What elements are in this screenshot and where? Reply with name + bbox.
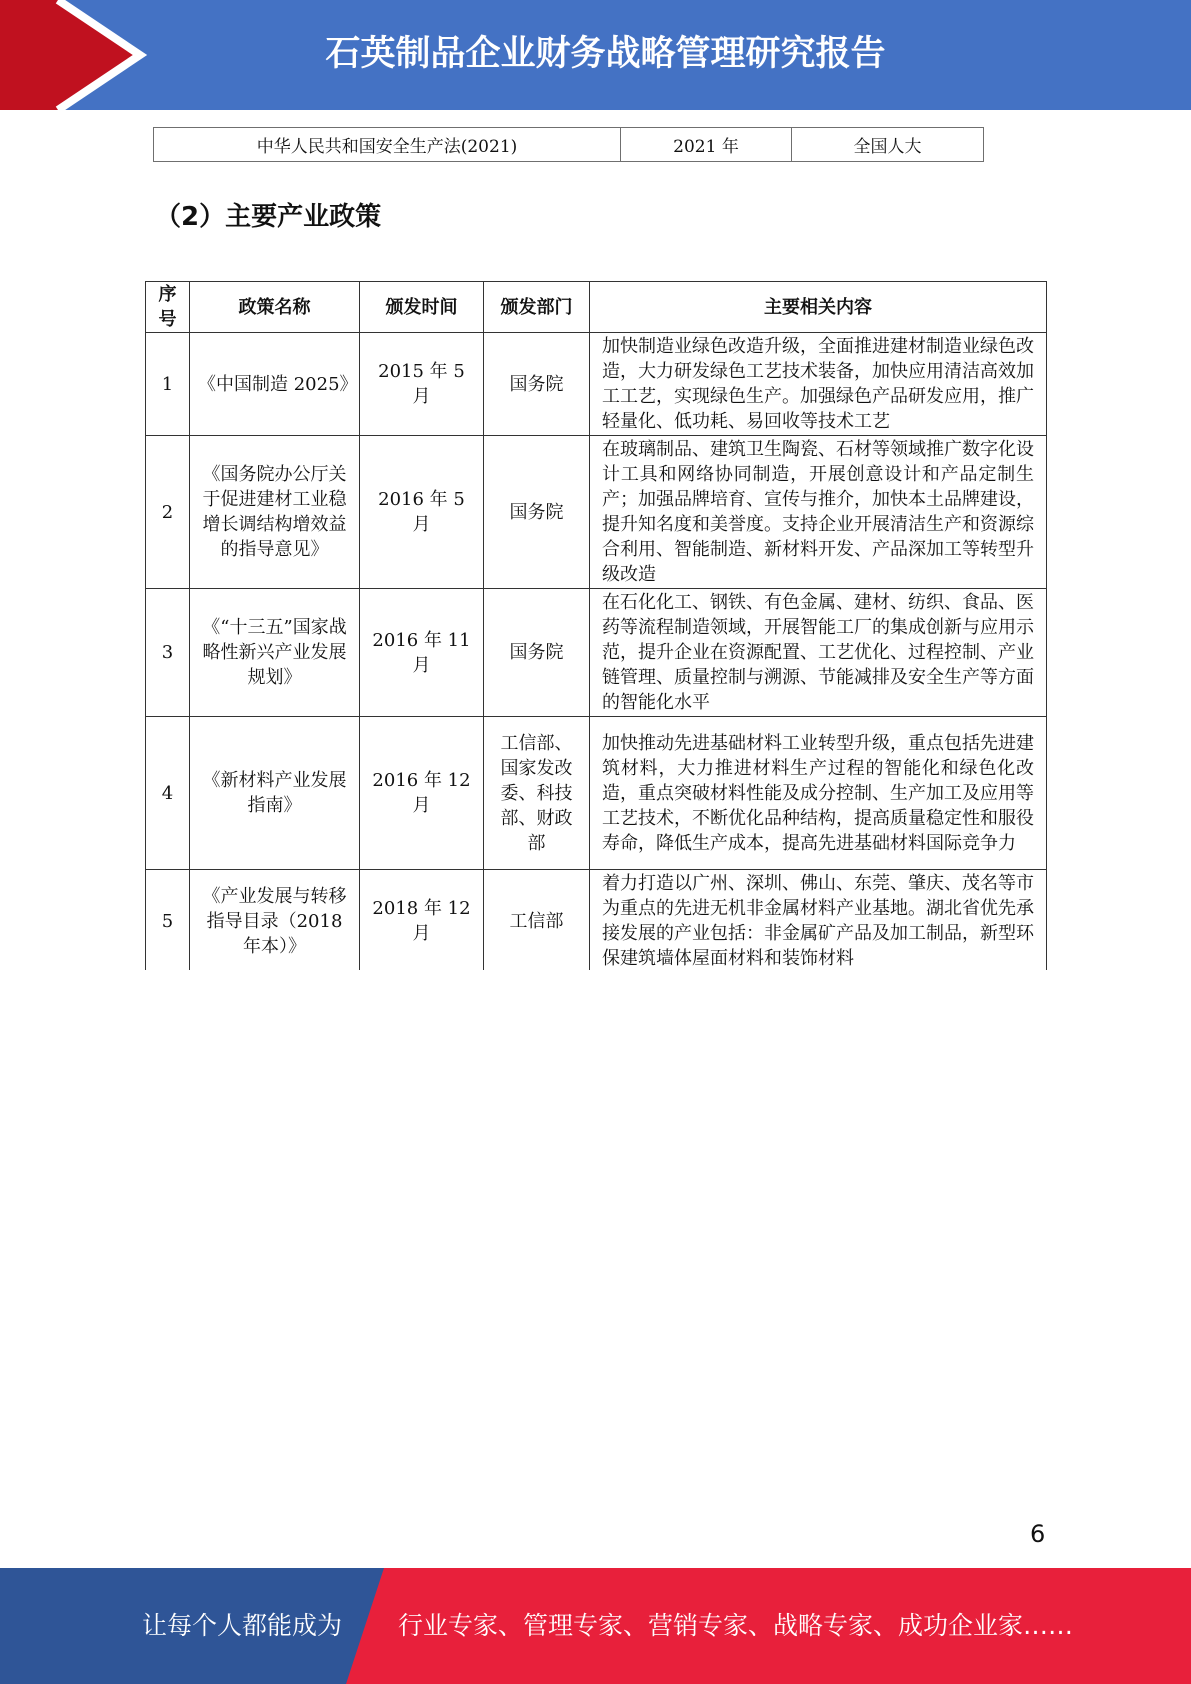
row-content: 着力打造以广州、深圳、佛山、东莞、肇庆、茂名等市为重点的先进无机非金属材料产业基地。湖北省优先承接发展的产业包括：非金属矿产品及加工制品，新型环保建筑墙体屋面材料和装饰材料 [590,870,1047,971]
law-year-cell: 2021 年 [621,128,792,162]
header-name: 政策名称 [190,282,360,333]
table-row [146,333,1047,436]
row-policy-name: 《“十三五”国家战略性新兴产业发展规划》 [190,589,360,717]
table-row [146,589,1047,717]
policy-table [145,281,1047,970]
header-content: 主要相关内容 [590,282,1047,333]
row-content: 加快推动先进基础材料工业转型升级，重点包括先进建筑材料，大力推进材料生产过程的智能化和绿色化改造，重点突破材料性能及成分控制、生产加工及应用等工艺技术，不断优化品种结构，提高质量稳定性和服役寿命，降低生产成本，提高先进基础材料国际竞争力 [590,717,1047,870]
row-index: 4 [146,717,190,870]
policy-table-container [140,280,1052,970]
header-dept: 颁发部门 [484,282,590,333]
row-content: 在玻璃制品、建筑卫生陶瓷、石材等领域推广数字化设计工具和网络协同制造，开展创意设计和产品定制生产；加强品牌培育、宣传与推介，加快本土品牌建设，提升知名度和美誉度。支持企业开展清洁生产和资源综合利用、智能制造、新材料开发、产品深加工等转型升级改造 [590,436,1047,589]
row-policy-name: 《中国制造 2025》 [190,333,360,436]
report-title: 石英制品企业财务战略管理研究报告 [325,34,886,74]
table-row [154,128,984,162]
row-date: 2016 年 11 月 [360,589,484,717]
row-dept: 国务院 [484,436,590,589]
row-index: 2 [146,436,190,589]
row-index: 3 [146,589,190,717]
law-issuer-cell: 全国人大 [792,128,984,162]
row-index: 1 [146,333,190,436]
row-date: 2016 年 12 月 [360,717,484,870]
page-number: 6 [1030,1520,1046,1548]
row-content: 在石化化工、钢铁、有色金属、建材、纺织、食品、医药等流程制造领域，开展智能工厂的集成创新与应用示范，提升企业在资源配置、工艺优化、过程控制、产业链管理、质量控制与溯源、节能减排及安全生产等方面的智能化水平 [590,589,1047,717]
row-content: 加快制造业绿色改造升级，全面推进建材制造业绿色改造，大力研发绿色工艺技术装备，加快应用清洁高效加工工艺，实现绿色生产。加强绿色产品研发应用，推广轻量化、低功耗、易回收等技术工艺 [590,333,1047,436]
row-dept: 工信部 [484,870,590,971]
table-row [146,717,1047,870]
header-index: 序号 [146,282,190,333]
row-dept: 国务院 [484,333,590,436]
row-policy-name: 《产业发展与转移指导目录（2018 年本）》 [190,870,360,971]
row-date: 2018 年 12 月 [360,870,484,971]
footer-slogan-left: 让每个人都能成为 [142,1611,343,1640]
row-index: 5 [146,870,190,971]
header-banner [0,0,1191,110]
row-policy-name: 《新材料产业发展指南》 [190,717,360,870]
table-row [146,870,1047,971]
law-table [153,127,984,162]
row-date: 2016 年 5 月 [360,436,484,589]
table-header-row [146,282,1047,333]
row-dept: 国务院 [484,589,590,717]
row-policy-name: 《国务院办公厅关于促进建材工业稳增长调结构增效益的指导意见》 [190,436,360,589]
header-date: 颁发时间 [360,282,484,333]
footer-banner [0,1568,1191,1684]
table-row [146,436,1047,589]
section-heading: （2）主要产业政策 [155,202,382,232]
row-dept: 工信部、国家发改委、科技部、财政部 [484,717,590,870]
law-name-cell: 中华人民共和国安全生产法(2021) [154,128,621,162]
footer-slogan-right: 行业专家、管理专家、营销专家、战略专家、成功企业家…… [398,1611,1074,1640]
row-date: 2015 年 5 月 [360,333,484,436]
